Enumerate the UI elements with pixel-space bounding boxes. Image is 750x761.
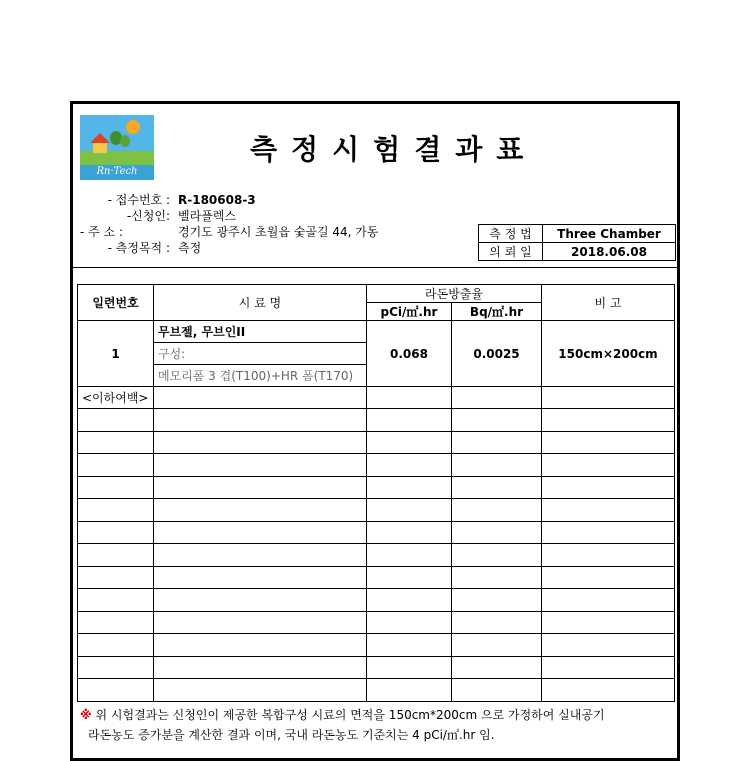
row1-sample-name: 무브젤, 무브인II xyxy=(154,321,367,343)
empty-row xyxy=(78,499,675,522)
logo-ground xyxy=(80,151,154,165)
applicant-line xyxy=(94,208,236,224)
method-box xyxy=(478,224,676,261)
empty-row xyxy=(78,656,675,679)
section-divider xyxy=(73,267,677,268)
method-label: 측 정 법 xyxy=(479,225,543,243)
logo-house-roof-icon xyxy=(90,133,110,143)
address-line xyxy=(80,224,378,240)
logo-house-icon xyxy=(93,143,107,153)
empty-row xyxy=(78,409,675,432)
receipt-number-label: - 접수번호 : xyxy=(107,193,170,207)
applicant-label: -신청인: xyxy=(126,209,170,223)
footnote-text2: 라돈농도 증가분을 계산한 결과 이며, 국내 라돈농도 기준치는 4 pCi/㎡.hr 임. xyxy=(88,728,495,742)
purpose-line xyxy=(94,240,201,256)
logo-tree-icon xyxy=(120,135,130,147)
radon-rate-header: 라돈방출율 xyxy=(367,285,542,303)
empty-row xyxy=(78,566,675,589)
empty-row xyxy=(78,431,675,454)
receipt-number-line xyxy=(94,192,256,208)
empty-row xyxy=(78,611,675,634)
request-date-label: 의 뢰 일 xyxy=(479,243,543,261)
page-title: 측정시험결과표 xyxy=(250,133,538,166)
row1-composition: 메모리폼 3 겹(T100)+HR 폼(T170) xyxy=(154,365,367,387)
results-table xyxy=(77,284,675,702)
empty-row xyxy=(78,454,675,477)
address-value: 경기도 광주시 초월읍 숯골길 44, 가동 xyxy=(178,225,379,239)
receipt-number-value: R-180608-3 xyxy=(178,193,256,207)
empty-row xyxy=(78,589,675,612)
empty-row xyxy=(78,544,675,567)
unit-bq-header: Bq/㎡.hr xyxy=(452,303,542,321)
empty-row xyxy=(78,476,675,499)
footnote-text1: 위 시험결과는 신청인이 제공한 복합구성 시료의 면적을 150cm*200cm 으로 가정하여 실내공기 xyxy=(91,708,605,722)
sample-name-header: 시 료 명 xyxy=(154,285,367,321)
rn-tech-logo xyxy=(80,115,154,180)
header-row xyxy=(78,285,675,303)
end-of-list-mark: <이하여백> xyxy=(78,387,154,409)
empty-row xyxy=(78,679,675,702)
empty-row xyxy=(78,521,675,544)
table-row xyxy=(78,321,675,343)
row1-composition-label: 구성: xyxy=(154,343,367,365)
footnote xyxy=(80,705,680,745)
logo-sun-icon xyxy=(126,120,140,134)
method-value: Three Chamber xyxy=(543,225,676,243)
unit-pci-header: pCi/㎡.hr xyxy=(367,303,452,321)
purpose-label: - 측정목적 : xyxy=(107,241,170,255)
row1-bq-value: 0.0025 xyxy=(452,321,542,387)
remarks-header: 비 고 xyxy=(542,285,675,321)
table-row xyxy=(78,387,675,409)
row1-serial: 1 xyxy=(78,321,154,387)
note-mark: ※ xyxy=(80,708,92,722)
applicant-value: 벨라플렉스 xyxy=(178,209,236,223)
purpose-value: 측정 xyxy=(178,241,202,255)
empty-row xyxy=(78,634,675,657)
row1-pci-value: 0.068 xyxy=(367,321,452,387)
request-date-value: 2018.06.08 xyxy=(543,243,676,261)
address-label: - 주 소 : xyxy=(80,225,124,239)
footnote-line1 xyxy=(80,705,680,725)
logo-text: Rn·Tech xyxy=(96,166,138,177)
serial-header: 일련번호 xyxy=(78,285,154,321)
row1-remarks: 150cm×200cm xyxy=(542,321,675,387)
